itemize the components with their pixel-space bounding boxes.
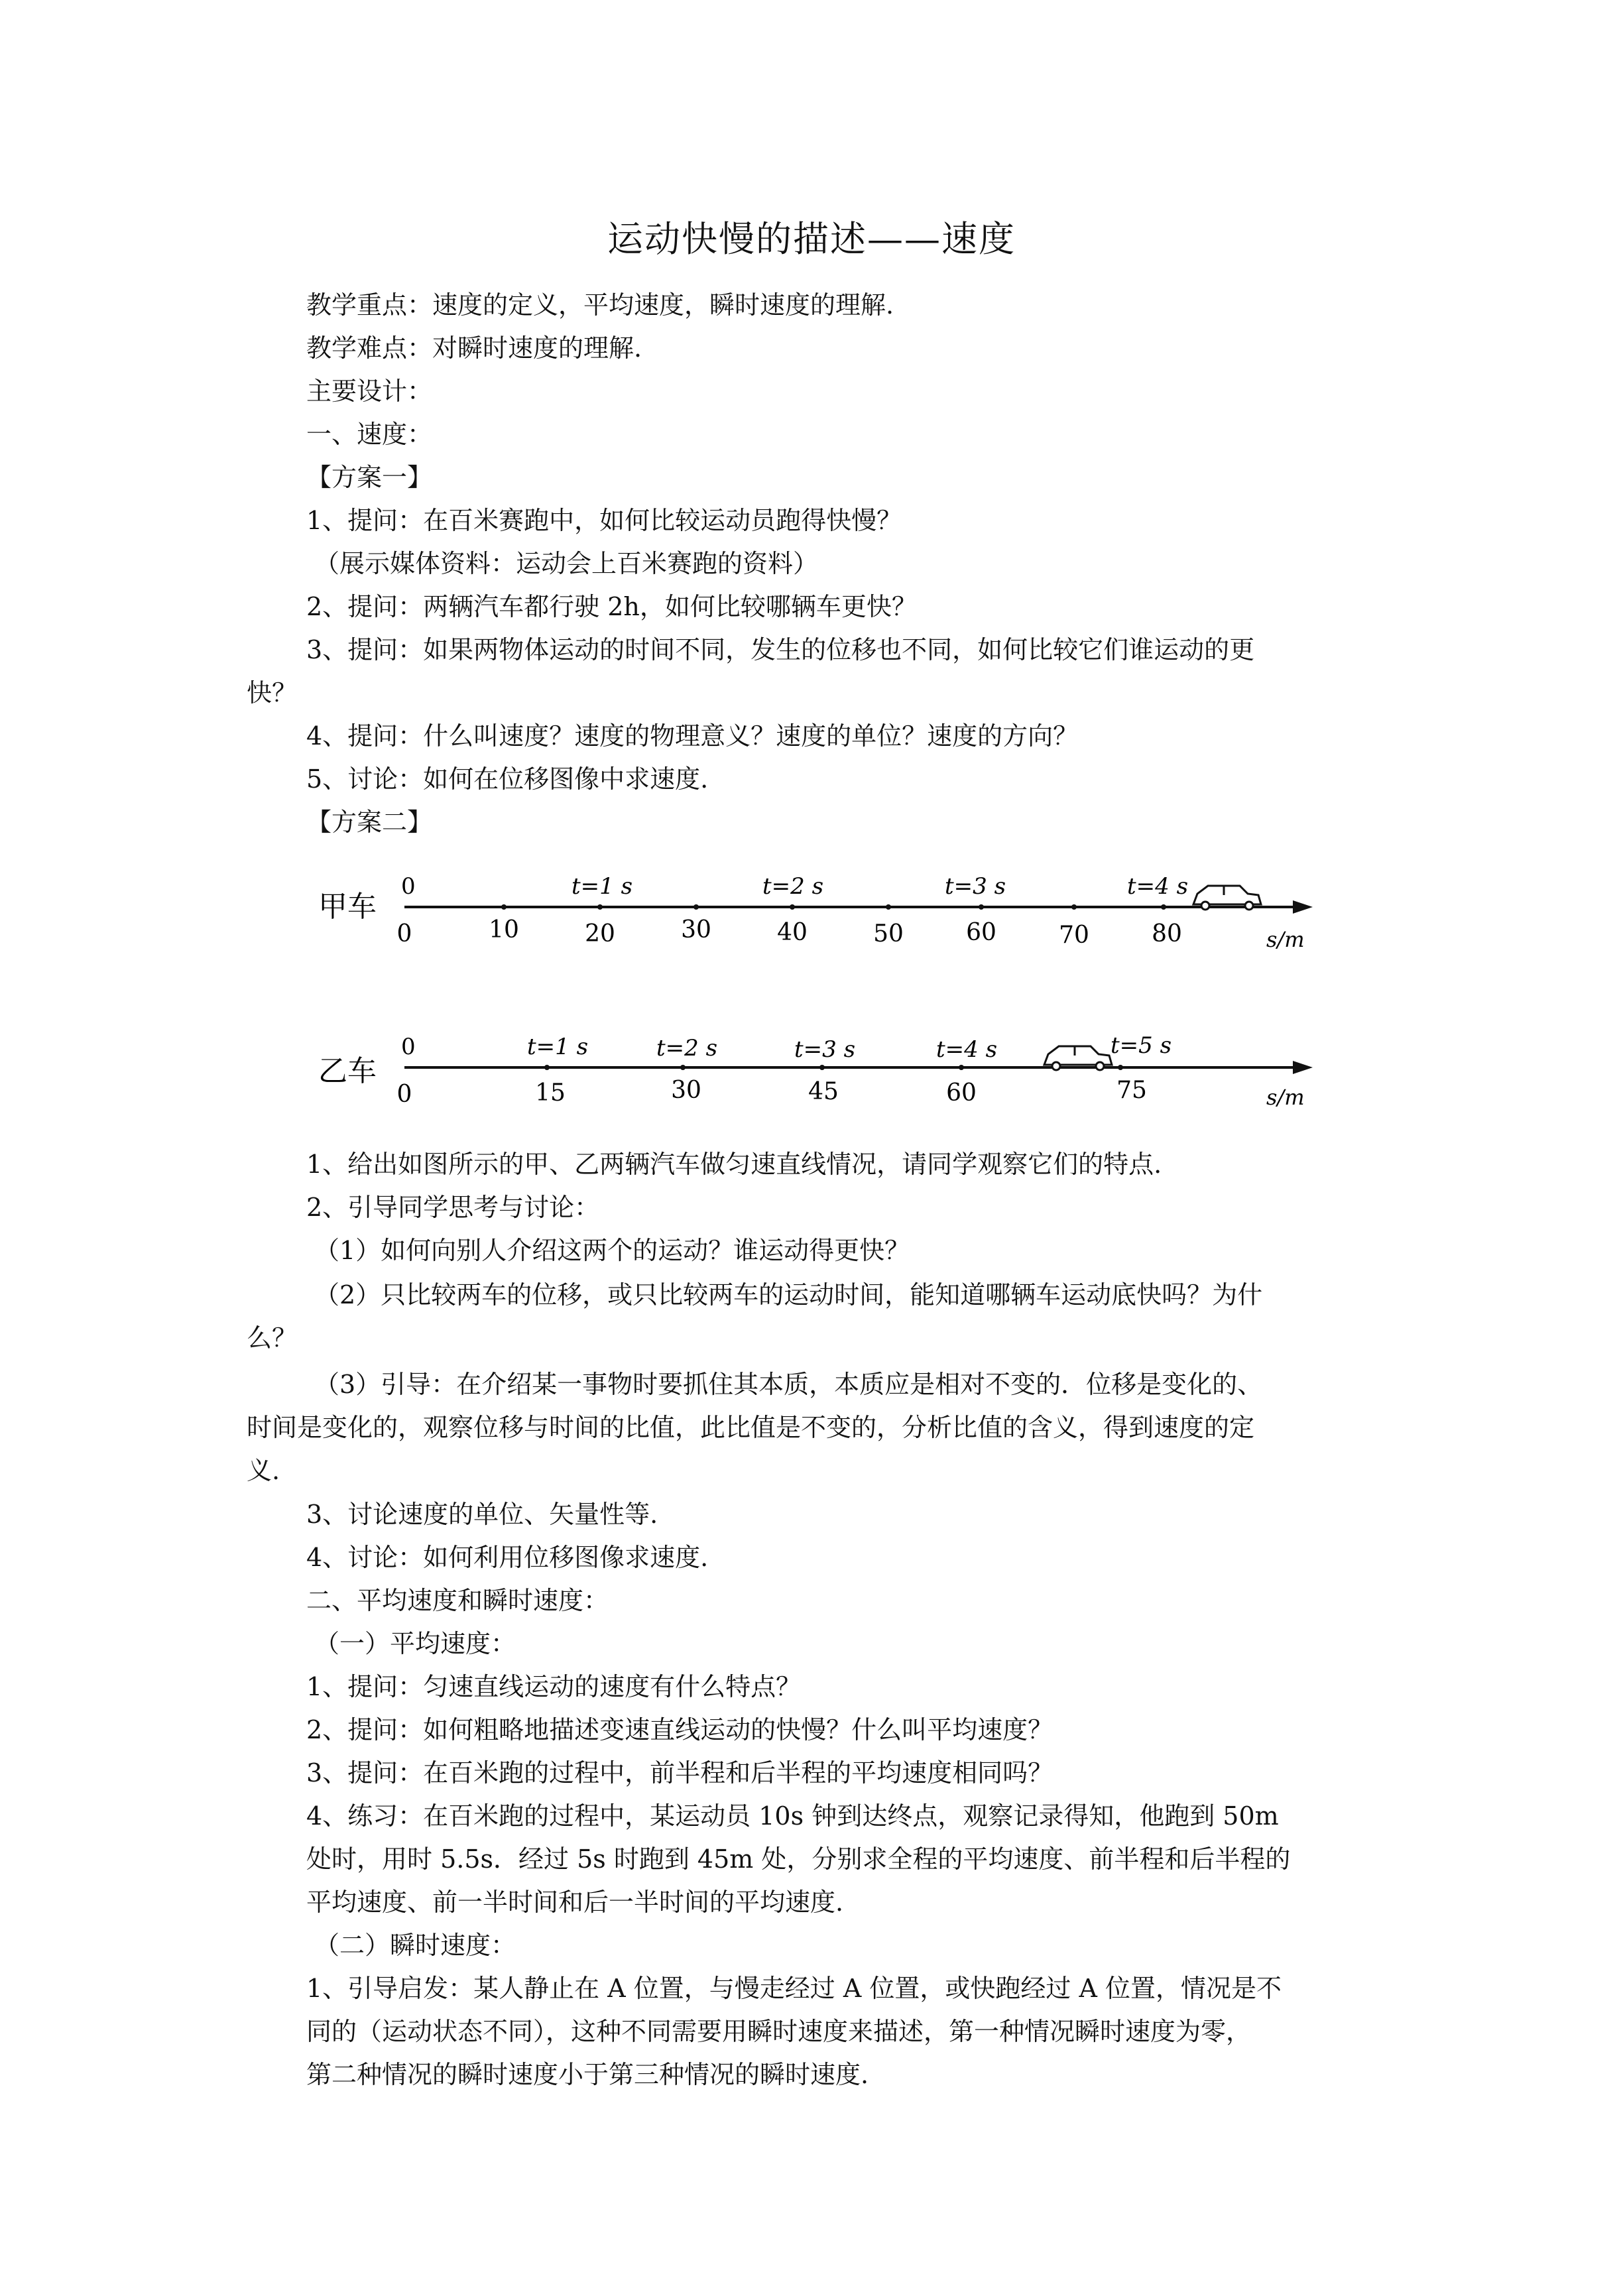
section2-heading: 二、平均速度和瞬时速度： bbox=[306, 1586, 609, 1615]
car-a-tick-mark bbox=[693, 904, 699, 910]
car-a-tick-label: 30 bbox=[681, 916, 711, 943]
plan2-item: （2）只比较两车的位移，或只比较两车的运动时间，能知道哪辆车运动底快吗？为什 bbox=[314, 1280, 1263, 1309]
section1-heading: 一、速度： bbox=[306, 420, 433, 449]
car-a-tick-label: 80 bbox=[1152, 920, 1182, 947]
plan2-item: 4、讨论：如何利用位移图像求速度. bbox=[306, 1543, 709, 1572]
plan1-item: 5、讨论：如何在位移图像中求速度. bbox=[306, 764, 709, 794]
car-b-tick-label: 30 bbox=[671, 1077, 701, 1104]
car-a-tick-label: 60 bbox=[966, 919, 996, 946]
plan1-item: 1、提问：在百米赛跑中，如何比较运动员跑得快慢？ bbox=[306, 506, 902, 535]
car-b-tick-mark bbox=[959, 1065, 964, 1070]
plan2-item: 义. bbox=[247, 1456, 280, 1485]
avg-item: 2、提问：如何粗略地描述变速直线运动的快慢？什么叫平均速度？ bbox=[306, 1715, 1053, 1744]
plan2-label: 【方案二】 bbox=[306, 808, 433, 837]
avg-item: 1、提问：匀速直线运动的速度有什么特点？ bbox=[306, 1672, 802, 1701]
avg-item: 处时，用时 5.5s．经过 5s 时跑到 45m 处，分别求全程的平均速度、前半程和后半程的 bbox=[306, 1844, 1291, 1874]
car-a-tick-mark bbox=[1071, 904, 1077, 910]
plan1-item: （展示媒体资料：运动会上百米赛跑的资料） bbox=[314, 549, 819, 578]
car-a-tick-label: 40 bbox=[777, 919, 808, 946]
plan2-item: 2、引导同学思考与讨论： bbox=[306, 1193, 600, 1222]
car-b-tick-label: 15 bbox=[535, 1079, 566, 1107]
car-a-axis-unit: s/m bbox=[1266, 927, 1305, 952]
car-a-time-0: 0 bbox=[401, 873, 416, 900]
plan1-label: 【方案一】 bbox=[306, 463, 433, 492]
inst-item: 1、引导启发：某人静止在 A 位置，与慢走经过 A 位置，或快跑经过 A 位置，情况是不 bbox=[306, 1974, 1282, 2003]
avg-item: 平均速度、前一半时间和后一半时间的平均速度. bbox=[306, 1888, 844, 1917]
avg-heading: （一）平均速度： bbox=[314, 1629, 516, 1658]
car-a-tick-mark bbox=[979, 904, 984, 910]
teaching-difficulty: 教学难点：对瞬时速度的理解. bbox=[306, 333, 642, 363]
car-a-tick-label: 10 bbox=[489, 916, 519, 943]
plan2-item: 么？ bbox=[247, 1323, 298, 1353]
car-a-tick-mark bbox=[501, 904, 507, 910]
car-a-tick-label: 20 bbox=[585, 920, 615, 947]
car-b-time-3: t=3 s bbox=[794, 1036, 856, 1063]
car-b-tick-label: 45 bbox=[808, 1078, 839, 1105]
plan2-item: 时间是变化的，观察位移与时间的比值，此比值是不变的，分析比值的含义，得到速度的定 bbox=[247, 1413, 1255, 1442]
main-design: 主要设计： bbox=[306, 377, 433, 406]
car-b-tick-mark bbox=[819, 1065, 825, 1070]
page-title: 运动快慢的描述——速度 bbox=[607, 218, 1016, 260]
car-a-tick-mark bbox=[886, 904, 891, 910]
car-b-time-1: t=1 s bbox=[527, 1034, 589, 1060]
car-a-tick-label: 0 bbox=[396, 920, 412, 947]
car-a-time-2: t=2 s bbox=[762, 873, 824, 900]
plan2-item: 3、讨论速度的单位、矢量性等. bbox=[306, 1500, 658, 1529]
motion-diagram-svg bbox=[312, 862, 1319, 1127]
inst-heading: （二）瞬时速度： bbox=[314, 1931, 516, 1960]
inst-item: 同的（运动状态不同），这种不同需要用瞬时速度来描述，第一种情况瞬时速度为零， bbox=[306, 2017, 1252, 2046]
plan1-item: 4、提问：什么叫速度？速度的物理意义？速度的单位？速度的方向？ bbox=[306, 721, 1079, 751]
car-b-time-5: t=5 s bbox=[1111, 1032, 1172, 1059]
car-b-tick-mark bbox=[1118, 1065, 1123, 1070]
car-b-arrow bbox=[1293, 1061, 1313, 1074]
car-a-tick-mark bbox=[790, 904, 795, 910]
teaching-focus: 教学重点：速度的定义，平均速度，瞬时速度的理解. bbox=[306, 290, 894, 320]
car-a-time-1: t=1 s bbox=[571, 873, 633, 900]
plan2-item: （1）如何向别人介绍这两个的运动？谁运动得更快？ bbox=[314, 1236, 910, 1265]
car-b-label: 乙车 bbox=[318, 1054, 377, 1088]
inst-item: 第二种情况的瞬时速度小于第三种情况的瞬时速度. bbox=[306, 2060, 869, 2089]
car-b-tick-label: 75 bbox=[1116, 1077, 1147, 1104]
car-b-axis-unit: s/m bbox=[1266, 1085, 1305, 1110]
car-b-tick-mark bbox=[544, 1065, 550, 1070]
plan2-item: （3）引导：在介绍某一事物时要抓住其本质，本质应是相对不变的．位移是变化的、 bbox=[314, 1370, 1263, 1399]
car-a-time-3: t=3 s bbox=[945, 873, 1006, 900]
car-b-tick-label: 0 bbox=[396, 1081, 412, 1108]
car-a-tick-mark bbox=[597, 904, 603, 910]
plan2-item: 1、给出如图所示的甲、乙两辆汽车做匀速直线情况，请同学观察它们的特点. bbox=[306, 1150, 1162, 1179]
car-a-tick-mark bbox=[1161, 904, 1166, 910]
car-a-tick-label: 70 bbox=[1059, 922, 1089, 949]
car-a-arrow bbox=[1293, 900, 1313, 914]
car-a-label: 甲车 bbox=[318, 890, 377, 924]
car-b-tick-mark bbox=[680, 1065, 686, 1070]
car-a-time-4: t=4 s bbox=[1127, 873, 1189, 900]
avg-item: 4、练习：在百米跑的过程中，某运动员 10s 钟到达终点，观察记录得知，他跑到 50m bbox=[306, 1801, 1279, 1831]
avg-item: 3、提问：在百米跑的过程中，前半程和后半程的平均速度相同吗？ bbox=[306, 1758, 1053, 1787]
car-a-tick-label: 50 bbox=[873, 920, 904, 947]
car-b-time-2: t=2 s bbox=[656, 1035, 718, 1061]
car-b-time-0: 0 bbox=[401, 1034, 416, 1060]
motion-diagram bbox=[312, 862, 1319, 1127]
car-b-tick-label: 60 bbox=[946, 1079, 977, 1107]
car-b-time-4: t=4 s bbox=[936, 1036, 998, 1063]
plan1-item: 2、提问：两辆汽车都行驶 2h，如何比较哪辆车更快？ bbox=[306, 592, 917, 621]
plan1-item: 快？ bbox=[247, 678, 298, 707]
plan1-item: 3、提问：如果两物体运动的时间不同，发生的位移也不同，如何比较它们谁运动的更 bbox=[306, 635, 1255, 664]
